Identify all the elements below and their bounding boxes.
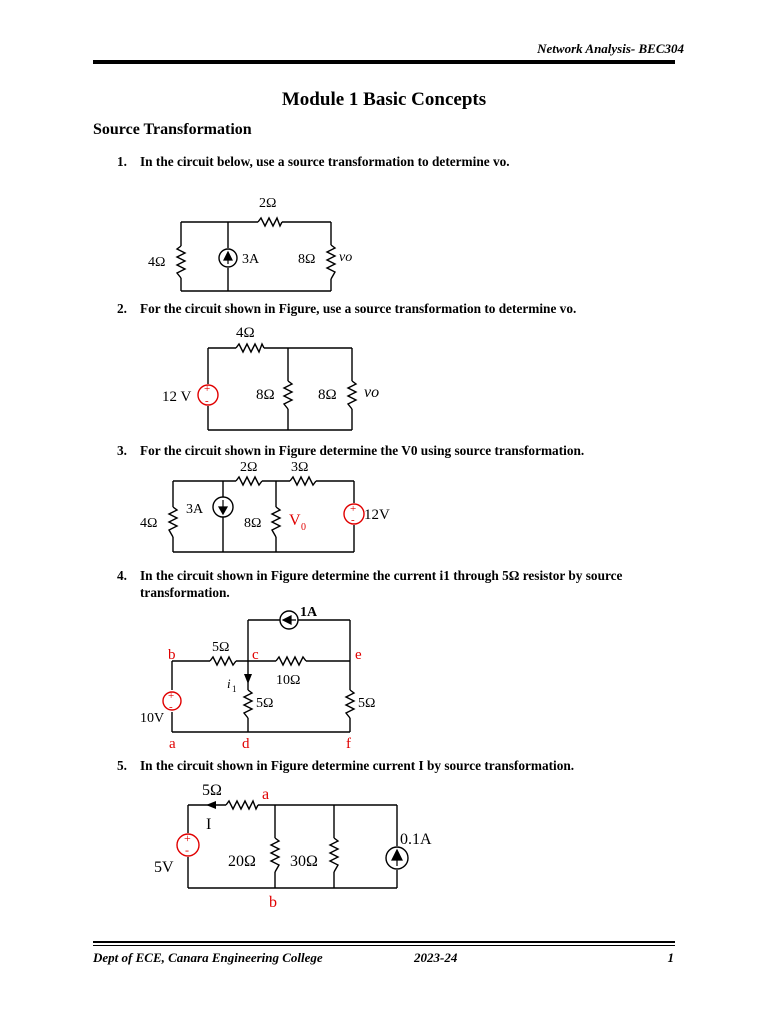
fig2-r-mid: 8Ω [256, 387, 275, 403]
fig2-r-top: 4Ω [236, 325, 255, 341]
fig3-r-mid: 8Ω [244, 516, 262, 531]
svg-text:-: - [185, 843, 189, 857]
footer-dept: Dept of ECE, Canara Engineering College [93, 950, 323, 965]
svg-text:-: - [169, 701, 173, 713]
fig5-r2: 30Ω [290, 853, 318, 870]
question-number: 5. [117, 758, 127, 773]
svg-text:+: + [168, 690, 175, 702]
fig5-source-i: 0.1A [400, 831, 432, 848]
fig4-node-d: d [242, 736, 250, 752]
fig5-source-v: 5V [154, 859, 174, 876]
fig2-out: vo [364, 384, 380, 401]
fig4-r-ef: 5Ω [358, 696, 376, 711]
footer-rule-thin [93, 945, 675, 946]
svg-text:-: - [205, 395, 209, 407]
fig3-out: V [289, 512, 301, 529]
svg-text:+: + [204, 383, 211, 395]
svg-text:+: + [350, 503, 357, 515]
question-text: In the circuit below, use a source transformation to determine vo. [140, 154, 510, 169]
fig4-node-b: b [168, 647, 176, 663]
fig4-node-f: f [346, 736, 351, 752]
fig4-current-sub: 1 [232, 684, 237, 694]
fig3-r-top2: 3Ω [291, 460, 309, 475]
fig4-current: i [227, 676, 231, 691]
question-number: 1. [117, 154, 127, 169]
fig3-source-i: 3A [186, 502, 204, 517]
fig4-node-c: c [252, 647, 259, 663]
fig3-out-sub: 0 [301, 522, 306, 533]
question-number: 3. [117, 443, 127, 458]
fig5-r1: 20Ω [228, 853, 256, 870]
fig1-source: 3A [242, 252, 260, 267]
question-number: 2. [117, 301, 127, 316]
fig4-r-bc: 5Ω [212, 640, 230, 655]
fig3-source-v: 12V [364, 507, 390, 523]
fig2-r-right: 8Ω [318, 387, 337, 403]
fig1-r-left: 4Ω [148, 255, 166, 270]
footer-year: 2023-24 [414, 950, 458, 965]
fig4-r-ce: 10Ω [276, 673, 301, 688]
question-number: 4. [117, 568, 127, 583]
svg-text:-: - [351, 514, 355, 526]
fig3-r-left: 4Ω [140, 516, 158, 531]
fig4-source-v: 10V [140, 711, 165, 726]
page-number: 1 [667, 950, 674, 965]
section-heading: Source Transformation [93, 121, 252, 138]
fig4-r-cd: 5Ω [256, 696, 274, 711]
question-text: For the circuit shown in Figure, use a source transformation to determine vo. [140, 301, 577, 316]
fig4-node-e: e [355, 647, 362, 663]
question-text: For the circuit shown in Figure determine the V0 using source transformation. [140, 443, 585, 458]
fig4-node-a: a [169, 736, 176, 752]
fig4-source-top: 1A [300, 605, 318, 620]
question-text: In the circuit shown in Figure determine current I by source transformation. [140, 758, 575, 773]
fig3-r-top1: 2Ω [240, 460, 258, 475]
fig2-source: 12 V [162, 389, 192, 405]
fig5-node-a: a [262, 786, 270, 803]
fig1-r-right: 8Ω [298, 252, 316, 267]
fig1-r-top: 2Ω [259, 196, 277, 211]
header-course: Network Analysis- BEC304 [537, 41, 684, 56]
fig5-node-b: b [269, 894, 277, 911]
svg-text:+: + [184, 831, 191, 845]
page-title: Module 1 Basic Concepts [281, 89, 487, 110]
footer-rule [93, 941, 675, 943]
fig5-current: I [206, 816, 212, 833]
fig5-r-series: 5Ω [202, 782, 222, 799]
fig1-out: vo [339, 250, 353, 265]
question-text: In the circuit shown in Figure determine the current i1 through 5Ω resistor by source transformation. [140, 568, 623, 600]
